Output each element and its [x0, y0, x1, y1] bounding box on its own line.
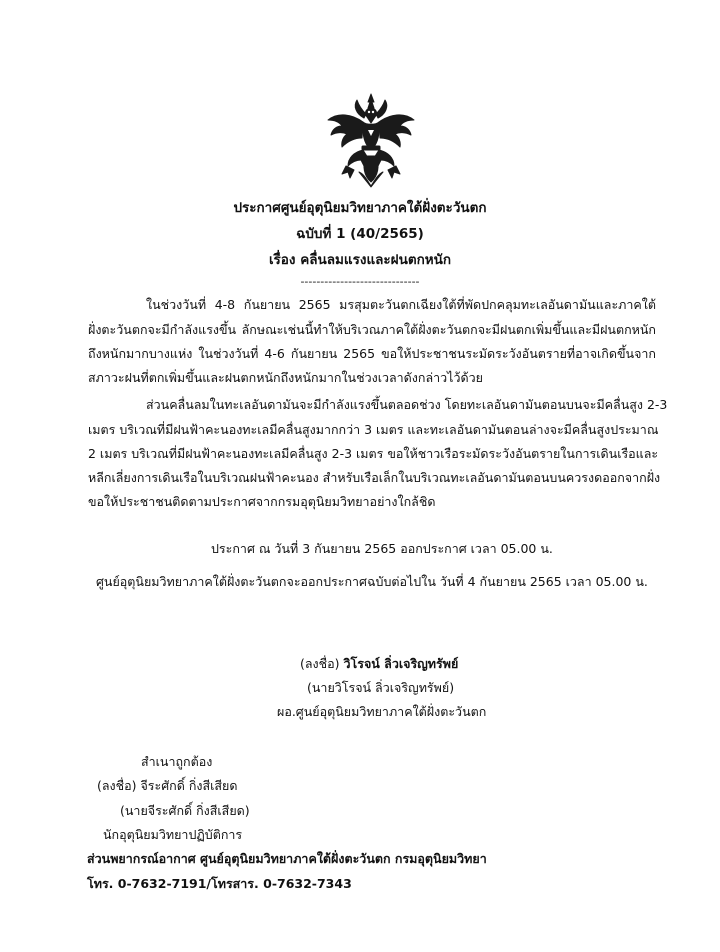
signature-line	[300, 656, 458, 672]
heading-divider: ------------------------------	[300, 275, 420, 288]
paragraph-2-line-4: หลีกเลี่ยงการเดินเรือในบริเวณฝนฟ้าคะนอง สำหรับเรือเล็กในบริเวณทะเลอันดามันตอนบนควรงดออกจากฝั่ง	[88, 470, 661, 485]
next-issue-notice: ศูนย์อุตุนิยมวิทยาภาคใต้ฝั่งตะวันตกจะออกประกาศฉบับต่อไปใน วันที่ 4 กันยายน 2565 เวลา 05.00 น.	[96, 574, 648, 589]
issue-number: ฉบับที่ 1 (40/2565)	[296, 226, 424, 242]
signer-position: ผอ.ศูนย์อุตุนิยมวิทยาภาคใต้ฝั่งตะวันตก	[277, 704, 487, 719]
signer-name: วิโรจน์ ลิ่วเจริญทรัพย์	[343, 656, 459, 671]
office-name: ส่วนพยากรณ์อากาศ ศูนย์อุตุนิยมวิทยาภาคใต้ฝั่งตะวันตก กรมอุตุนิยมวิทยา	[87, 851, 487, 866]
signed-prefix: (ลงชื่อ)	[300, 656, 340, 671]
paragraph-1-line-1: ในช่วงวันที่ 4-8 กันยายน 2565 มรสุมตะวันตกเฉียงใต้ที่พัดปกคลุมทะเลอันดามันและภาคใต้	[146, 297, 656, 312]
announcement-date: ประกาศ ณ วันที่ 3 กันยายน 2565 ออกประกาศ เวลา 05.00 น.	[211, 541, 553, 556]
copy-signed-line: (ลงชื่อ) จีระศักดิ์ กิ่งสีเสียด	[97, 778, 238, 793]
certified-copy-label: สำเนาถูกต้อง	[141, 754, 213, 769]
paragraph-1-line-4: สภาวะฝนที่ตกเพิ่มขึ้นและฝนตกหนักถึงหนักมากในช่วงเวลาดังกล่าวไว้ด้วย	[88, 370, 483, 385]
paragraph-2-line-2: เมตร บริเวณที่มีฝนฟ้าคะนองทะเลมีคลื่นสูงมากกว่า 3 เมตร และทะเลอันดามันตอนล่างจะมีคลื่นสูงประมาณ	[88, 422, 659, 437]
paragraph-2-line-3: 2 เมตร บริเวณที่มีฝนฟ้าคะนองทะเลมีคลื่นสูง 2-3 เมตร ขอให้ชาวเรือระมัดระวังอันตรายในการเดินเรือและ	[88, 446, 659, 461]
document-title: ประกาศศูนย์อุตุนิยมวิทยาภาคใต้ฝั่งตะวันตก	[233, 200, 487, 216]
copy-signer-position: นักอุตุนิยมวิทยาปฏิบัติการ	[103, 827, 243, 842]
contact-phone: โทร. 0-7632-7191/โทรสาร. 0-7632-7343	[87, 876, 352, 891]
signer-full-name: (นายวิโรจน์ ลิ่วเจริญทรัพย์)	[307, 680, 455, 695]
document-subject: เรื่อง คลื่นลมแรงและฝนตกหนัก	[268, 252, 452, 268]
paragraph-1-line-2: ฝั่งตะวันตกจะมีกำลังแรงขึ้น ลักษณะเช่นนี้ทำให้บริเวณภาคใต้ฝั่งตะวันตกจะมีฝนตกเพิ่มขึ้นและมีฝนตกหนัก	[88, 322, 656, 337]
garuda-emblem-icon	[326, 92, 416, 188]
paragraph-2-line-5: ขอให้ประชาชนติดตามประกาศจากกรมอุตุนิยมวิทยาอย่างใกล้ชิด	[88, 494, 436, 509]
paragraph-2-line-1: ส่วนคลื่นลมในทะเลอันดามันจะมีกำลังแรงขึ้นตลอดช่วง โดยทะเลอันดามันตอนบนจะมีคลื่นสูง 2-3	[146, 397, 668, 412]
copy-signer-full-name: (นายจีระศักดิ์ กิ่งสีเสียด)	[120, 803, 250, 818]
paragraph-1-line-3: ถึงหนักมากบางแห่ง ในช่วงวันที่ 4-6 กันยายน 2565 ขอให้ประชาชนระมัดระวังอันตรายที่อาจเกิดขึ้นจาก	[88, 346, 656, 361]
